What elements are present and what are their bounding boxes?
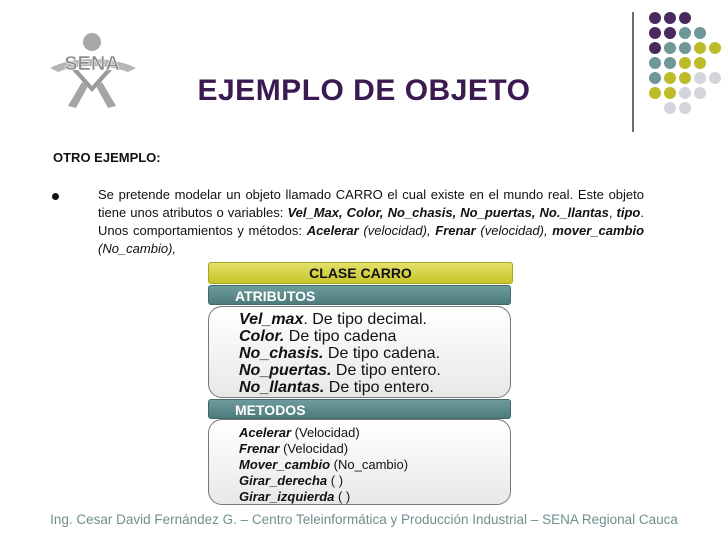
attributes-box bbox=[208, 306, 511, 398]
attribute-item bbox=[239, 328, 510, 345]
method-item bbox=[239, 489, 510, 505]
dot bbox=[649, 72, 661, 84]
dot bbox=[709, 42, 721, 54]
bullet-icon bbox=[52, 193, 59, 200]
method-param: ( ) bbox=[334, 489, 351, 504]
paragraph-text: . Unos comportamientos y métodos: bbox=[98, 205, 644, 238]
paragraph-method: Frenar bbox=[435, 223, 476, 238]
attribute-item bbox=[239, 362, 510, 379]
method-item bbox=[239, 473, 510, 489]
dot bbox=[664, 12, 676, 24]
dot bbox=[664, 102, 676, 114]
paragraph-method-param: (No_cambio), bbox=[98, 241, 177, 256]
attribute-item bbox=[239, 379, 510, 396]
page-title: EJEMPLO DE OBJETO bbox=[197, 74, 531, 107]
dot bbox=[649, 57, 661, 69]
dot bbox=[694, 87, 706, 99]
method-param: ( ) bbox=[327, 473, 344, 488]
paragraph-method-param: (velocidad), bbox=[358, 223, 436, 238]
paragraph-text: Se pretende modelar un objeto llamado CARRO el cual existe en el mundo real. Este objeto tiene unos atributos o variables: bbox=[98, 187, 644, 220]
attribute-name: Vel_max bbox=[239, 311, 304, 328]
attribute-name: No_chasis. bbox=[239, 345, 324, 362]
dot bbox=[664, 27, 676, 39]
method-name: Mover_cambio bbox=[239, 457, 331, 472]
footer-credit: Ing. Cesar David Fernández G. – Centro Teleinformática y Producción Industrial – SENA Regional Cauca bbox=[50, 512, 678, 527]
attribute-name: Color. bbox=[239, 328, 285, 345]
attributes-header: ATRIBUTOS bbox=[208, 285, 511, 305]
paragraph-attribute-tipo: tipo bbox=[616, 205, 641, 220]
section-subtitle: OTRO EJEMPLO: bbox=[53, 150, 161, 165]
sena-logo-text: SENA bbox=[64, 53, 120, 75]
divider-line bbox=[632, 12, 634, 132]
method-name: Acelerar bbox=[239, 425, 292, 440]
paragraph-text: , bbox=[608, 205, 617, 220]
dot bbox=[679, 27, 691, 39]
dot bbox=[679, 87, 691, 99]
method-name: Girar_derecha bbox=[239, 473, 328, 488]
paragraph-method-param: (velocidad), bbox=[475, 223, 553, 238]
methods-box bbox=[208, 419, 511, 505]
dot bbox=[664, 42, 676, 54]
method-item bbox=[239, 425, 510, 441]
dot bbox=[679, 72, 691, 84]
dot bbox=[694, 27, 706, 39]
dot bbox=[649, 42, 661, 54]
dot bbox=[649, 87, 661, 99]
method-item bbox=[239, 441, 510, 457]
dot bbox=[649, 12, 661, 24]
method-name: Girar_izquierda bbox=[239, 489, 335, 504]
class-header: CLASE CARRO bbox=[208, 262, 513, 284]
attribute-desc: De tipo entero. bbox=[324, 379, 434, 396]
attribute-item bbox=[239, 345, 510, 362]
method-param: (Velocidad) bbox=[291, 425, 360, 440]
attribute-desc: De tipo entero. bbox=[331, 362, 441, 379]
attribute-desc: . De tipo decimal. bbox=[303, 311, 427, 328]
dot bbox=[709, 72, 721, 84]
attribute-item bbox=[239, 311, 510, 328]
method-item bbox=[239, 457, 510, 473]
paragraph-method: Acelerar bbox=[306, 223, 359, 238]
dot bbox=[679, 12, 691, 24]
dot bbox=[649, 27, 661, 39]
method-param: (No_cambio) bbox=[330, 457, 409, 472]
dot bbox=[664, 57, 676, 69]
dot bbox=[694, 57, 706, 69]
method-param: (Velocidad) bbox=[279, 441, 349, 456]
dot bbox=[664, 72, 676, 84]
dot bbox=[694, 42, 706, 54]
paragraph-method: mover_cambio bbox=[552, 223, 645, 238]
description-paragraph bbox=[98, 186, 644, 258]
attribute-desc: De tipo cadena. bbox=[323, 345, 441, 362]
methods-header: METODOS bbox=[208, 399, 511, 419]
attribute-desc: De tipo cadena bbox=[284, 328, 397, 345]
dot bbox=[679, 42, 691, 54]
attribute-name: No_puertas. bbox=[239, 362, 332, 379]
attribute-name: No_llantas. bbox=[239, 379, 325, 396]
dot bbox=[679, 102, 691, 114]
method-name: Frenar bbox=[239, 441, 280, 456]
dot bbox=[694, 72, 706, 84]
paragraph-attributes: Vel_Max, Color, No_chasis, No_puertas, No._llantas bbox=[287, 205, 609, 220]
dot bbox=[679, 57, 691, 69]
dot bbox=[664, 87, 676, 99]
